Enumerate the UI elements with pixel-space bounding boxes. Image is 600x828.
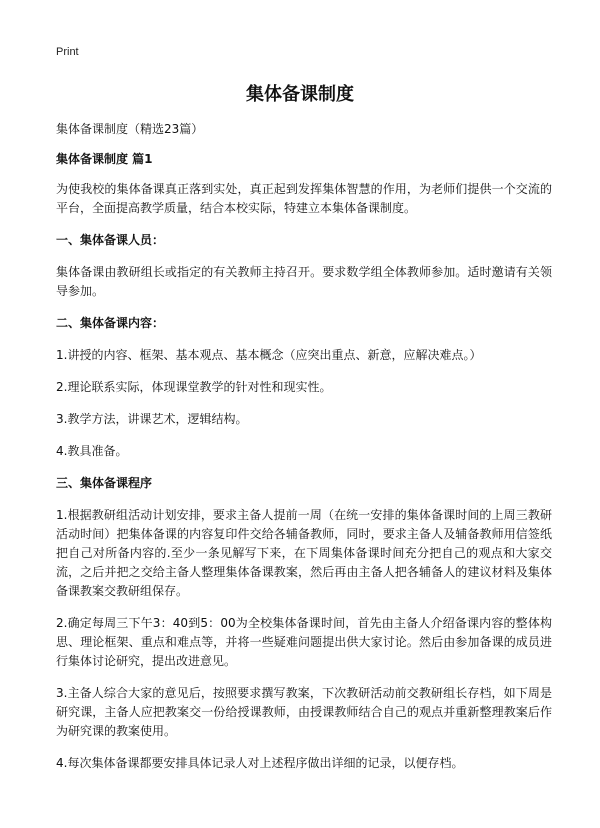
section-heading-content: 二、集体备课内容：: [56, 316, 165, 330]
document-body: [56, 120, 552, 786]
section-heading-personnel: 一、集体备课人员：: [56, 233, 165, 247]
section-heading-procedure: 三、集体备课程序: [56, 476, 153, 490]
document-subtitle: 集体备课制度（精选23篇）: [56, 122, 204, 136]
procedure-item-4: 4.每次集体备课都要安排具体记录人对上述程序做出详细的记录，以便存档。: [56, 756, 464, 770]
procedure-item-3: 3.主备人综合大家的意见后，按照要求撰写教案，下次教研活动前交教研组长存档，如下周是研究课，主备人应把教案交一份给授课教师，由授课教师结合自己的观点并重新整理教案后作为研究课的教案使用。: [56, 686, 552, 738]
procedure-item-1: 1.根据教研组活动计划安排，要求主备人提前一周（在统一安排的集体备课时间的上周三教研活动时间）把集体备课的内容复印件交给各辅备教师，同时，要求主备人及辅备教师用信签纸把自己对所备内容的.至少一条见解写下来，在下周集体备课时间充分把自己的观点和大家交流，之后并把之交给主备人整理集体备课教案，然后再由主备人把各辅备人的建议材料及集体备课教案交教研组保存。: [56, 508, 552, 598]
article-heading: 集体备课制度 篇1: [56, 152, 153, 166]
content-item-1: 1.讲授的内容、框架、基本观点、基本概念（应突出重点、新意，应解决难点。）: [56, 348, 482, 362]
procedure-item-2: 2.确定每周三下午3：40到5：00为全校集体备课时间，首先由主备人介绍备课内容的整体构思、理论框架、重点和难点等，并将一些疑难问题提出供大家讨论。然后由参加备课的成员进行集体讨论研究，提出改进意见。: [56, 616, 552, 668]
personnel-paragraph: 集体备课由教研组长或指定的有关教师主持召开。要求数学组全体教师参加。适时邀请有关领导参加。: [56, 265, 552, 298]
intro-paragraph: 为使我校的集体备课真正落到实处，真正起到发挥集体智慧的作用，为老师们提供一个交流的平台，全面提高教学质量，结合本校实际，特建立本集体备课制度。: [56, 182, 552, 215]
content-item-3: 3.教学方法，讲课艺术，逻辑结构。: [56, 412, 248, 426]
content-item-4: 4.教具准备。: [56, 444, 128, 458]
page-title: 集体备课制度: [246, 84, 354, 105]
print-link[interactable]: Print: [56, 46, 79, 58]
content-item-2: 2.理论联系实际，体现课堂教学的针对性和现实性。: [56, 380, 332, 394]
